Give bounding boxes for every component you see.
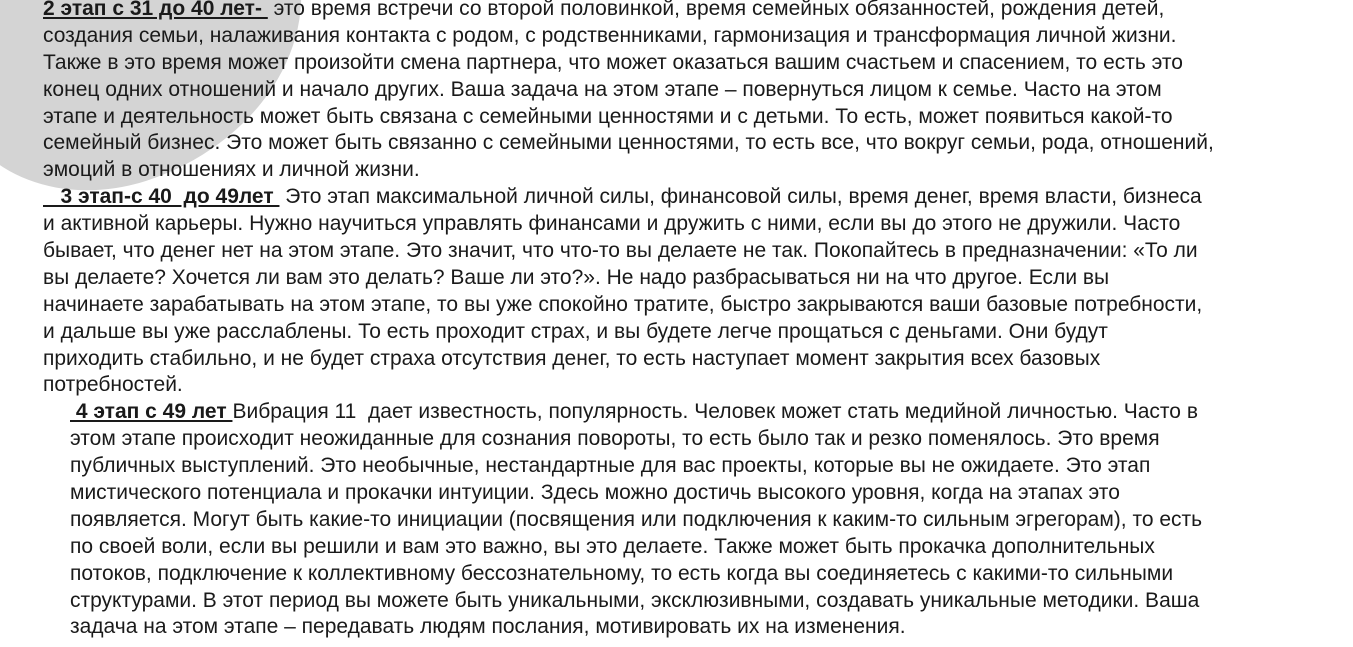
stage-2-line-3: Также в это время может произойти смена партнера, что может оказаться вашим счастьем и спасением, то есть это [43,50,1183,74]
stage-4-line-2: этом этапе происходит неожиданные для сознания повороты, то есть было так и резко поменялось. Это время [70,427,1160,451]
stage-3-line-3: бывает, что денег нет на этом этапе. Это значит, что что-то вы делаете не так. Покопайтесь в предназначении: «То ли [43,239,1198,263]
stage-3-line-8: потребностей. [43,373,183,397]
stage-2-line-5: этапе и деятельность может быть связана с семейными ценностями и с детьми. То есть, может появиться какой-то [43,104,1173,128]
stage-3-line-2: и активной карьеры. Нужно научиться управлять финансами и дружить с ними, если вы до этого не дружили. Часто [43,212,1181,236]
stage-2-line-4: конец одних отношений и начало других. Ваша задача на этом этапе – повернуться лицом к семье. Часто на этом [43,77,1162,101]
stage-3-title: 3 этап-с 40 до 49лет [43,185,280,209]
stage-3-line-5: начинаете зарабатывать на этом этапе, то вы уже спокойно тратите, быстро закрываются ваши базовые потребности, [43,292,1203,316]
stage-2-title: 2 этап с 31 до 40 лет- [43,0,268,20]
stage-4-line-8: структурами. В этот период вы можете быть уникальными, эксклюзивными, создавать уникальные методики. Ваша [70,588,1200,612]
stage-2-line-2: создания семьи, налаживания контакта с родом, с родственниками, гармонизация и трансформация личной жизни. [43,23,1177,47]
text-line [43,184,1353,211]
stage-4-line-5: появляется. Могут быть какие-то инициации (посвящения или подключения к каким-то сильным эгрегорам), то есть [70,507,1203,531]
text-line [43,0,1353,23]
stage-4-line-7: потоков, подключение к коллективному бессознательному, то есть когда вы соединяетесь с какими-то сильными [70,561,1174,585]
stage-3-line-6: и дальше вы уже расслаблены. То есть проходит страх, и вы будете легче прощаться с деньгами. Они будут [43,319,1108,343]
stage-3-line-7: приходить стабильно, и не будет страха отсутствия денег, то есть наступает момент закрытия всех базовых [43,346,1101,370]
stage-3-line-4: вы делаете? Хочется ли вам это делать? Ваше ли это?». Не надо разбрасываться ни на что другое. Если вы [43,265,1110,289]
stage-3-line-1: Это этап максимальной личной силы, финансовой силы, время денег, время власти, бизнеса [279,185,1202,209]
stage-4-line-1: Вибрация 11 дает известность, популярность. Человек может стать медийной личностью. Часто в [232,400,1198,424]
stage-3-paragraph [0,184,1353,399]
stage-4-line-4: мистического потенциала и прокачки интуиции. Здесь можно достичь высокого уровня, когда на этапах это [70,481,1120,505]
stage-4-line-6: по своей воли, если вы решили и вам это важно, вы это делаете. Также может быть прокачка дополнительных [70,534,1155,558]
stage-4-paragraph [0,399,1353,641]
stage-4-title: 4 этап с 49 лет [70,400,233,424]
stage-4-line-3: публичных выступлений. Это необычные, нестандартные для вас проекты, которые вы не ожидаете. Это этап [70,454,1151,478]
stage-2-line-6: семейный бизнес. Это может быть связанно с семейными ценностями, то есть все, что вокруг семьи, рода, отношений, [43,131,1214,155]
stage-2-line-7: эмоций в отношениях и личной жизни. [43,158,420,182]
stage-2-line-1: это время встречи со второй половинкой, время семейных обязанностей, рождения детей, [267,0,1165,20]
stage-4-line-9: задача на этом этапе – передавать людям послания, мотивировать их на изменения. [70,615,906,639]
stage-2-paragraph [0,0,1353,184]
text-line [70,399,1353,426]
